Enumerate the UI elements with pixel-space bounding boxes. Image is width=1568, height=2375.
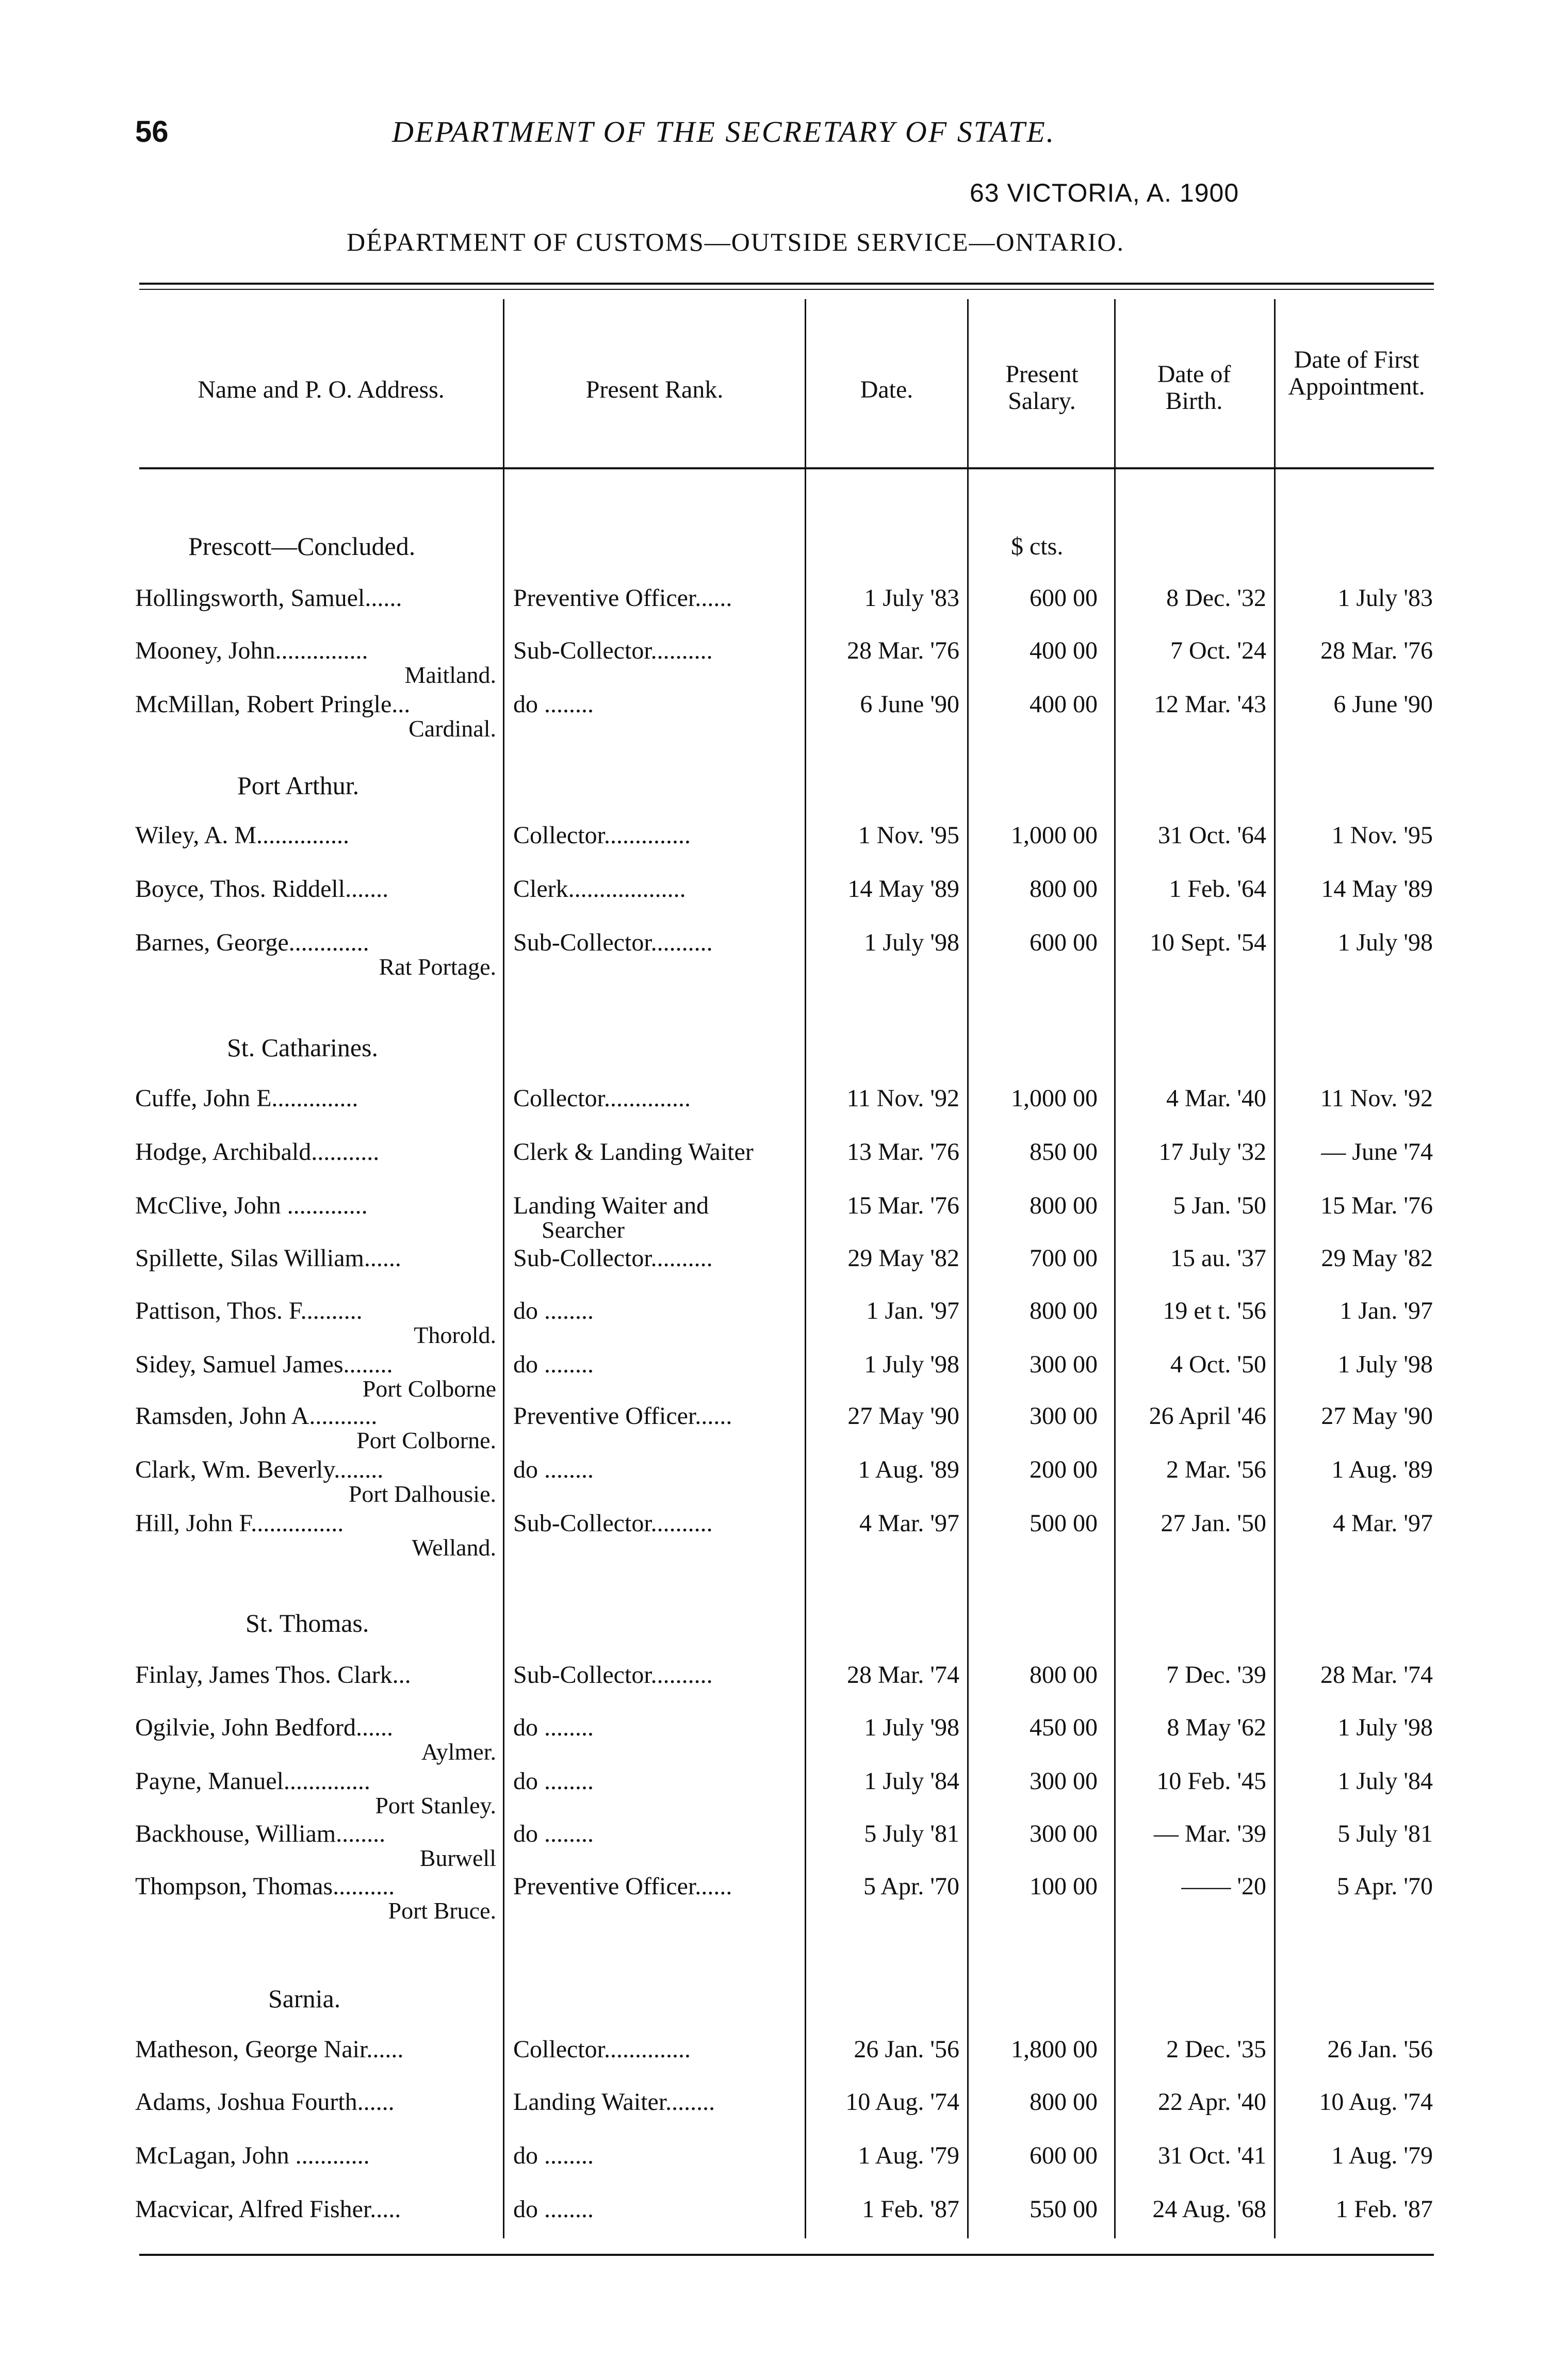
table-cell-rank: Sub-Collector.......... [513, 1661, 713, 1689]
column-header-appointment: Date of First Appointment. [1288, 346, 1425, 400]
table-cell-date: 14 May '89 [847, 875, 959, 903]
table-cell-date: 28 Mar. '76 [847, 637, 959, 664]
place-name: Cardinal. [409, 715, 496, 742]
top-rule [139, 283, 1434, 285]
table-cell-rank: do ........ [513, 1714, 594, 1741]
table-cell-rank: Clerk & Landing Waiter [513, 1138, 754, 1166]
section-heading: Port Arthur. [237, 771, 360, 800]
table-cell-name: Backhouse, William........ [135, 1820, 386, 1847]
table-cell-date: 27 May '90 [847, 1402, 959, 1430]
table-cell-salary: 400 00 [1030, 637, 1098, 664]
table-cell-birth: 7 Dec. '39 [1166, 1661, 1266, 1689]
table-cell-rank: Sub-Collector.......... [513, 1244, 713, 1272]
table-cell-salary: 300 00 [1030, 1402, 1098, 1430]
place-name: Aylmer. [421, 1739, 496, 1765]
table-cell-appointed: 1 Aug. '79 [1331, 2142, 1433, 2169]
table-cell-birth: 22 Apr. '40 [1158, 2088, 1266, 2116]
table-cell-name: Mooney, John............... [135, 637, 368, 664]
section-heading: St. Thomas. [246, 1609, 369, 1637]
table-cell-name: Matheson, George Nair...... [135, 2036, 404, 2063]
table-cell-salary: 800 00 [1030, 875, 1098, 903]
table-cell-date: 11 Nov. '92 [846, 1085, 959, 1112]
table-cell-date: 5 Apr. '70 [863, 1873, 959, 1900]
session-label: 63 VICTORIA, A. 1900 [970, 178, 1239, 207]
table-cell-name: Thompson, Thomas.......... [135, 1873, 395, 1900]
table-cell-date: 1 Aug. '79 [858, 2142, 959, 2169]
table-cell-name: Ogilvie, John Bedford...... [135, 1714, 393, 1741]
table-cell-date: 1 Jan. '97 [866, 1297, 959, 1324]
table-cell-appointed: 14 May '89 [1321, 875, 1433, 903]
table-cell-rank: do ........ [513, 1820, 594, 1847]
table-cell-name: McMillan, Robert Pringle... [135, 691, 411, 718]
table-cell-appointed: 11 Nov. '92 [1320, 1085, 1433, 1112]
column-header-birth: Date of Birth. [1157, 361, 1231, 415]
place-name: Port Dalhousie. [348, 1481, 496, 1507]
table-cell-name: Barnes, George............. [135, 929, 369, 956]
table-cell-name: Macvicar, Alfred Fisher..... [135, 2196, 401, 2223]
column-divider [967, 299, 969, 2238]
table-cell-birth: 2 Dec. '35 [1166, 2036, 1266, 2063]
place-name: Thorold. [414, 1322, 496, 1348]
table-cell-date: 29 May '82 [847, 1244, 959, 1272]
table-cell-salary: 100 00 [1030, 1873, 1098, 1900]
table-cell-birth: 10 Feb. '45 [1156, 1767, 1266, 1795]
table-cell-rank: Collector.............. [513, 1085, 691, 1112]
table-cell-salary: 300 00 [1030, 1820, 1098, 1847]
table-cell-name: Adams, Joshua Fourth...... [135, 2088, 395, 2116]
column-header-name: Name and P. O. Address. [198, 376, 445, 403]
table-cell-name: Sidey, Samuel James........ [135, 1351, 393, 1378]
table-cell-appointed: 15 Mar. '76 [1320, 1192, 1433, 1219]
table-cell-birth: 27 Jan. '50 [1161, 1510, 1266, 1537]
table-cell-salary: 600 00 [1030, 929, 1098, 956]
table-cell-birth: 1 Feb. '64 [1169, 875, 1266, 903]
table-cell-rank: do ........ [513, 2142, 594, 2169]
table-cell-appointed: 1 July '98 [1337, 1714, 1433, 1741]
table-cell-salary: 550 00 [1030, 2196, 1098, 2223]
table-cell-name: Hill, John F............... [135, 1510, 344, 1537]
table-cell-appointed: 1 Jan. '97 [1340, 1297, 1433, 1324]
column-divider [1114, 299, 1116, 2238]
table-cell-birth: 31 Oct. '41 [1158, 2142, 1266, 2169]
table-cell-date: 1 Feb. '87 [862, 2196, 959, 2223]
table-cell-name: Hollingsworth, Samuel...... [135, 584, 402, 612]
table-cell-salary: 800 00 [1030, 1661, 1098, 1689]
table-cell-rank: Landing Waiter and [513, 1192, 709, 1219]
table-cell-rank: do ........ [513, 1297, 594, 1324]
table-cell-salary: 700 00 [1030, 1244, 1098, 1272]
bottom-rule [139, 2254, 1434, 2256]
table-cell-rank: do ........ [513, 1351, 594, 1378]
table-cell-rank: Sub-Collector.......... [513, 637, 713, 664]
running-head: DEPARTMENT OF THE SECRETARY OF STATE. [392, 115, 1056, 149]
table-cell-birth: 4 Mar. '40 [1166, 1085, 1266, 1112]
table-cell-date: 1 July '83 [864, 584, 959, 612]
table-cell-date: 10 Aug. '74 [845, 2088, 959, 2116]
table-cell-name: Clark, Wm. Beverly........ [135, 1456, 384, 1483]
table-cell-rank: do ........ [513, 691, 594, 718]
table-cell-appointed: 28 Mar. '74 [1320, 1661, 1433, 1689]
table-cell-birth: 10 Sept. '54 [1150, 929, 1266, 956]
place-name: Port Colborne [362, 1375, 496, 1402]
table-cell-appointed: 28 Mar. '76 [1320, 637, 1433, 664]
table-cell-birth: 24 Aug. '68 [1152, 2196, 1266, 2223]
table-cell-date: 1 July '98 [864, 1714, 959, 1741]
table-cell-rank: Sub-Collector.......... [513, 929, 713, 956]
page-number: 56 [135, 115, 169, 149]
page-title: DÉPARTMENT OF CUSTOMS—OUTSIDE SERVICE—ONTARIO. [347, 227, 1124, 256]
table-cell-date: 1 July '84 [864, 1767, 959, 1795]
table-cell-name: Payne, Manuel.............. [135, 1767, 370, 1795]
place-name: Port Bruce. [388, 1897, 496, 1924]
table-cell-appointed: 1 July '84 [1337, 1767, 1433, 1795]
place-name: Port Stanley. [375, 1792, 496, 1819]
table-cell-birth: 4 Oct. '50 [1170, 1351, 1266, 1378]
table-cell-salary: 450 00 [1030, 1714, 1098, 1741]
place-name: Burwell [419, 1845, 496, 1871]
table-cell-birth: —— '20 [1181, 1873, 1266, 1900]
table-cell-birth: 8 May '62 [1167, 1714, 1266, 1741]
table-cell-appointed: 5 Apr. '70 [1337, 1873, 1433, 1900]
table-cell-rank: Landing Waiter........ [513, 2088, 715, 2116]
table-cell-name: Hodge, Archibald........... [135, 1138, 380, 1166]
table-cell-rank: Sub-Collector.......... [513, 1510, 713, 1537]
table-cell-birth: 12 Mar. '43 [1154, 691, 1266, 718]
table-cell-name: McLagan, John ............ [135, 2142, 370, 2169]
section-heading: Prescott—Concluded. [188, 532, 416, 561]
table-cell-birth: 31 Oct. '64 [1158, 822, 1266, 849]
table-cell-salary: 500 00 [1030, 1510, 1098, 1537]
place-name: Welland. [412, 1534, 496, 1561]
table-cell-salary: 300 00 [1030, 1767, 1098, 1795]
table-cell-salary: 800 00 [1030, 2088, 1098, 2116]
place-name: Searcher [542, 1217, 625, 1243]
table-cell-salary: 1,000 00 [1011, 1085, 1098, 1112]
table-cell-date: 1 July '98 [864, 1351, 959, 1378]
column-divider [805, 299, 806, 2238]
table-cell-birth: 7 Oct. '24 [1170, 637, 1266, 664]
table-cell-salary: 600 00 [1030, 584, 1098, 612]
top-rule-thin [139, 289, 1434, 290]
table-cell-date: 28 Mar. '74 [847, 1661, 959, 1689]
table-cell-name: Cuffe, John E.............. [135, 1085, 358, 1112]
table-cell-date: 1 Nov. '95 [858, 822, 959, 849]
header-rule [139, 467, 1434, 469]
table-cell-appointed: 4 Mar. '97 [1333, 1510, 1433, 1537]
table-cell-rank: do ........ [513, 2196, 594, 2223]
table-cell-appointed: 27 May '90 [1321, 1402, 1433, 1430]
table-cell-salary: 400 00 [1030, 691, 1098, 718]
table-cell-appointed: 1 Nov. '95 [1331, 822, 1433, 849]
table-cell-name: Ramsden, John A........... [135, 1402, 378, 1430]
table-cell-birth: — Mar. '39 [1154, 1820, 1266, 1847]
table-cell-appointed: 5 July '81 [1337, 1820, 1433, 1847]
place-name: Maitland. [404, 662, 496, 688]
table-cell-date: 15 Mar. '76 [847, 1192, 959, 1219]
table-cell-salary: 1,800 00 [1011, 2036, 1098, 2063]
table-cell-appointed: 1 July '98 [1337, 1351, 1433, 1378]
table-cell-name: Pattison, Thos. F.......... [135, 1297, 363, 1324]
table-cell-appointed: 1 July '98 [1337, 929, 1433, 956]
table-cell-appointed: — June '74 [1321, 1138, 1433, 1166]
table-cell-date: 4 Mar. '97 [859, 1510, 959, 1537]
table-cell-date: 6 June '90 [860, 691, 959, 718]
table-cell-birth: 8 Dec. '32 [1166, 584, 1266, 612]
column-divider [1274, 299, 1276, 2238]
table-cell-rank: Collector.............. [513, 822, 691, 849]
table-cell-rank: do ........ [513, 1767, 594, 1795]
salary-units: $ cts. [1011, 533, 1064, 560]
table-cell-birth: 26 April '46 [1149, 1402, 1266, 1430]
section-heading: Sarnia. [268, 1984, 341, 2013]
column-divider [503, 299, 504, 2238]
table-cell-salary: 1,000 00 [1011, 822, 1098, 849]
table-cell-salary: 300 00 [1030, 1351, 1098, 1378]
table-cell-rank: Preventive Officer...... [513, 1873, 732, 1900]
table-cell-appointed: 1 Feb. '87 [1335, 2196, 1433, 2223]
table-cell-birth: 19 et t. '56 [1163, 1297, 1266, 1324]
table-cell-salary: 200 00 [1030, 1456, 1098, 1483]
table-cell-rank: Clerk................... [513, 875, 686, 903]
table-cell-appointed: 6 June '90 [1333, 691, 1433, 718]
table-cell-birth: 5 Jan. '50 [1173, 1192, 1266, 1219]
table-cell-appointed: 1 July '83 [1337, 584, 1433, 612]
table-cell-name: Wiley, A. M............... [135, 822, 349, 849]
table-cell-date: 26 Jan. '56 [854, 2036, 959, 2063]
table-cell-salary: 600 00 [1030, 2142, 1098, 2169]
place-name: Rat Portage. [379, 954, 496, 980]
table-cell-name: Spillette, Silas William...... [135, 1244, 401, 1272]
table-cell-salary: 800 00 [1030, 1192, 1098, 1219]
table-cell-appointed: 1 Aug. '89 [1331, 1456, 1433, 1483]
table-cell-salary: 800 00 [1030, 1297, 1098, 1324]
table-cell-salary: 850 00 [1030, 1138, 1098, 1166]
table-cell-appointed: 10 Aug. '74 [1319, 2088, 1433, 2116]
table-cell-rank: do ........ [513, 1456, 594, 1483]
section-heading: St. Catharines. [227, 1033, 379, 1062]
column-header-date: Date. [860, 376, 913, 403]
table-cell-name: McClive, John ............. [135, 1192, 368, 1219]
table-cell-name: Boyce, Thos. Riddell....... [135, 875, 389, 903]
table-cell-appointed: 29 May '82 [1321, 1244, 1433, 1272]
column-header-rank: Present Rank. [585, 376, 724, 403]
column-header-salary: Present Salary. [1005, 361, 1079, 415]
table-cell-rank: Preventive Officer...... [513, 584, 732, 612]
table-cell-appointed: 26 Jan. '56 [1327, 2036, 1433, 2063]
table-cell-birth: 15 au. '37 [1170, 1244, 1266, 1272]
table-cell-birth: 17 July '32 [1158, 1138, 1266, 1166]
table-cell-rank: Collector.............. [513, 2036, 691, 2063]
table-cell-birth: 2 Mar. '56 [1166, 1456, 1266, 1483]
place-name: Port Colborne. [356, 1427, 496, 1453]
table-cell-date: 5 July '81 [864, 1820, 959, 1847]
table-cell-date: 13 Mar. '76 [847, 1138, 959, 1166]
table-cell-name: Finlay, James Thos. Clark... [135, 1661, 411, 1689]
table-cell-date: 1 July '98 [864, 929, 959, 956]
table-cell-date: 1 Aug. '89 [858, 1456, 959, 1483]
table-cell-rank: Preventive Officer...... [513, 1402, 732, 1430]
